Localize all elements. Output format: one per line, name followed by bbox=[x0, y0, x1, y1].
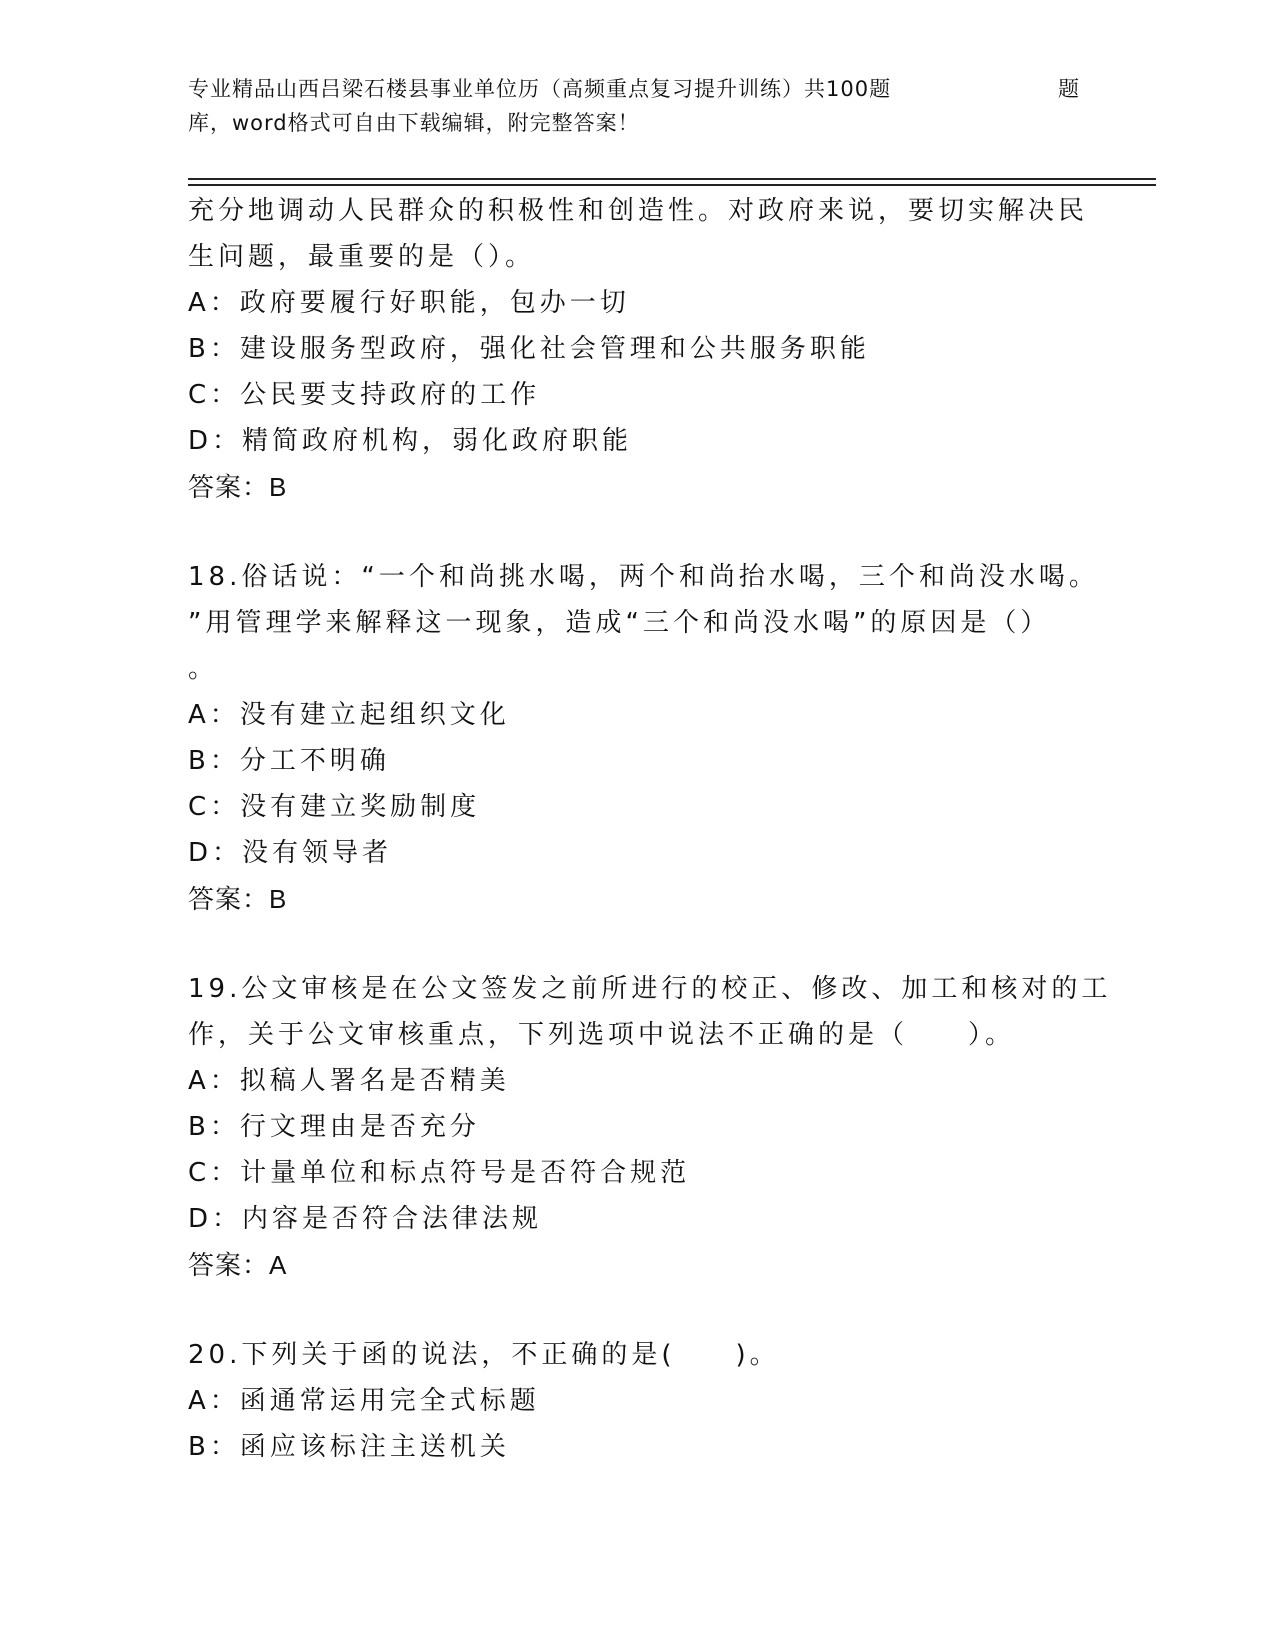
option-b: B：建设服务型政府，强化社会管理和公共服务职能 bbox=[188, 334, 870, 364]
question-19 bbox=[188, 966, 1112, 1288]
question-text-line: 生问题，最重要的是（）。 bbox=[188, 242, 536, 272]
question-continuation bbox=[188, 188, 1088, 510]
option-c: C：计量单位和标点符号是否符合规范 bbox=[188, 1158, 691, 1188]
option-d: D：精简政府机构，弱化政府职能 bbox=[188, 426, 633, 456]
option-b: B：函应该标注主送机关 bbox=[188, 1432, 510, 1462]
answer-line: 答案：B bbox=[188, 884, 288, 914]
question-text-line: 充分地调动人民群众的积极性和创造性。对政府来说，要切实解决民 bbox=[188, 196, 1089, 226]
question-content bbox=[188, 188, 1112, 1470]
question-spacer bbox=[188, 510, 1088, 554]
header-line-1 bbox=[188, 72, 1088, 106]
option-a: A：拟稿人署名是否精美 bbox=[188, 1066, 510, 1096]
answer-line: 答案：A bbox=[188, 1250, 288, 1280]
option-c: C：公民要支持政府的工作 bbox=[188, 380, 541, 410]
option-a: A：函通常运用完全式标题 bbox=[188, 1386, 540, 1416]
option-c: C：没有建立奖励制度 bbox=[188, 792, 481, 822]
question-text-line: 18.俗话说：“一个和尚挑水喝，两个和尚抬水喝，三个和尚没水喝。 bbox=[188, 562, 1099, 592]
question-spacer bbox=[188, 1288, 1088, 1332]
question-18 bbox=[188, 554, 1099, 922]
header-divider-bottom bbox=[188, 184, 1156, 186]
header-title-tail: 题 bbox=[1058, 77, 1080, 101]
question-20 bbox=[188, 1332, 1088, 1470]
option-b: B：行文理由是否充分 bbox=[188, 1112, 480, 1142]
option-b: B：分工不明确 bbox=[188, 746, 390, 776]
header-title: 专业精品山西吕梁石楼县事业单位历（高频重点复习提升训练）共100题 bbox=[188, 77, 892, 101]
option-d: D：内容是否符合法律法规 bbox=[188, 1204, 543, 1234]
page-header bbox=[188, 72, 1088, 140]
header-divider-top bbox=[188, 178, 1156, 180]
header-line-2: 库，word格式可自由下载编辑，附完整答案！ bbox=[188, 111, 640, 135]
question-text-line: 作，关于公文审核重点，下列选项中说法不正确的是（ ）。 bbox=[188, 1020, 1016, 1050]
question-text-line: 。 bbox=[188, 654, 219, 684]
question-spacer bbox=[188, 922, 1088, 966]
option-a: A：没有建立起组织文化 bbox=[188, 700, 510, 730]
question-text-line: 19.公文审核是在公文签发之前所进行的校正、修改、加工和核对的工 bbox=[188, 974, 1112, 1004]
question-text-line: ”用管理学来解释这一现象，造成“三个和尚没水喝”的原因是（） bbox=[188, 608, 1051, 638]
question-text-line: 20.下列关于函的说法，不正确的是( )。 bbox=[188, 1340, 780, 1370]
answer-line: 答案：B bbox=[188, 472, 288, 502]
option-d: D：没有领导者 bbox=[188, 838, 393, 868]
option-a: A：政府要履行好职能，包办一切 bbox=[188, 288, 630, 318]
